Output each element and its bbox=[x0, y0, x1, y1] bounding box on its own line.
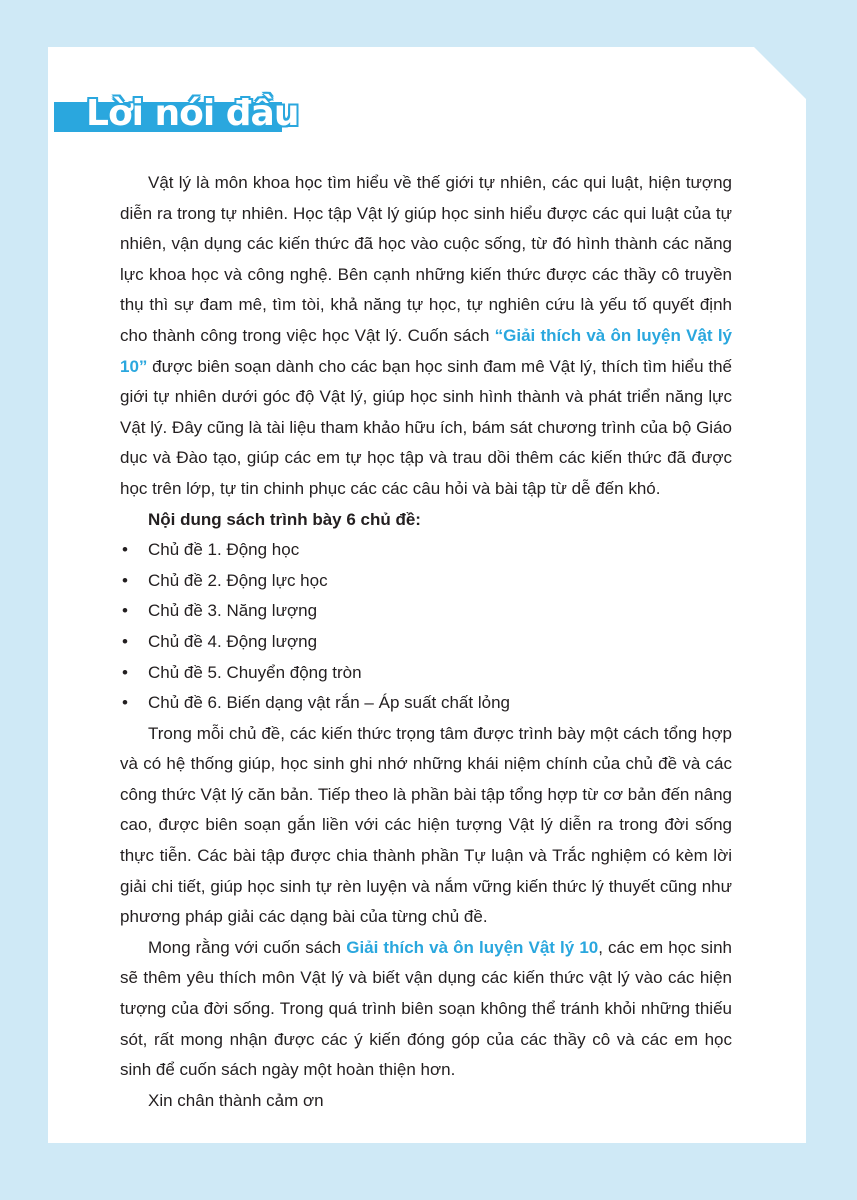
bullet-icon: • bbox=[122, 601, 128, 621]
list-item bbox=[120, 627, 732, 658]
bullet-icon: • bbox=[122, 693, 128, 713]
page-title: Lời nói đầu bbox=[86, 93, 299, 134]
topics-list bbox=[120, 535, 732, 719]
list-item bbox=[120, 535, 732, 566]
intro-paragraph bbox=[120, 168, 732, 505]
intro-book-title: “Giải thích và ôn luyện Vật lý 10” bbox=[120, 325, 732, 376]
bullet-icon: • bbox=[122, 570, 128, 590]
list-item bbox=[120, 658, 732, 689]
list-item bbox=[120, 596, 732, 627]
closing-book-title: Giải thích và ôn luyện Vật lý 10 bbox=[346, 937, 599, 957]
topic-label: Chủ đề 4. Động lượng bbox=[148, 631, 318, 651]
page-corner-notch bbox=[754, 47, 806, 99]
topics-heading: Nội dung sách trình bày 6 chủ đề: bbox=[148, 509, 421, 529]
preface-content bbox=[120, 168, 732, 1116]
thanks-line: Xin chân thành cảm ơn bbox=[148, 1090, 324, 1110]
topic-label: Chủ đề 5. Chuyển động tròn bbox=[148, 662, 362, 682]
list-item bbox=[120, 688, 732, 719]
closing-text-before: Mong rằng với cuốn sách bbox=[148, 937, 347, 957]
bullet-icon: • bbox=[122, 662, 128, 682]
bullet-icon: • bbox=[122, 540, 128, 560]
intro-text-after: được biên soạn dành cho các bạn học sinh đam mê Vật lý, thích tìm hiểu thế giới tự nhiên dưới góc độ Vật lý, giúp học sinh hình thành và phát triển năng lực Vật lý. Đây cũng là tài liệu tham khảo hữu ích, bám sát chương trình của bộ Giáo dục và Đào tạo, giúp các em tự học tập và trau dồi thêm các kiến thức đã được học trên lớp, tự tin chinh phục các các câu hỏi và bài tập từ dễ đến khó. bbox=[120, 356, 732, 498]
list-item bbox=[120, 566, 732, 597]
closing-paragraph bbox=[120, 933, 732, 1086]
bullet-icon: • bbox=[122, 631, 128, 651]
topic-label: Chủ đề 6. Biến dạng vật rắn – Áp suất chất lỏng bbox=[148, 693, 510, 713]
topic-label: Chủ đề 2. Động lực học bbox=[148, 570, 328, 590]
intro-text-before: Vật lý là môn khoa học tìm hiểu về thế giới tự nhiên, các qui luật, hiện tượng diễn ra trong tự nhiên. Học tập Vật lý giúp học sinh hiểu được các qui luật của tự nhiên, vận dụng các kiến thức đã học vào cuộc sống, từ đó hình thành các năng lực khoa học và công nghệ. Bên cạnh những kiến thức được các thầy cô truyền thụ thì sự đam mê, tìm tòi, khả năng tự học, tự nghiên cứu là yếu tố quyết định cho thành công trong việc học Vật lý. Cuốn sách bbox=[120, 173, 732, 345]
topic-label: Chủ đề 3. Năng lượng bbox=[148, 601, 318, 621]
topic-label: Chủ đề 1. Động học bbox=[148, 540, 300, 560]
body-paragraph: Trong mỗi chủ đề, các kiến thức trọng tâm được trình bày một cách tổng hợp và có hệ thống giúp, học sinh ghi nhớ những khái niệm chính của chủ đề và các công thức Vật lý căn bản. Tiếp theo là phần bài tập tổng hợp từ cơ bản đến nâng cao, được biên soạn gắn liền với các hiện tượng Vật lý diễn ra trong đời sống thực tiễn. Các bài tập được chia thành phần Tự luận và Trắc nghiệm có kèm lời giải chi tiết, giúp học sinh tự rèn luyện và nắm vững kiến thức lý thuyết cũng như phương pháp giải các dạng bài của từng chủ đề. bbox=[120, 723, 732, 927]
closing-text-after: , các em học sinh sẽ thêm yêu thích môn Vật lý và biết vận dụng các kiến thức vật lý vào các hiện tượng của đời sống. Trong quá trình biên soạn không thể tránh khỏi những thiếu sót, rất mong nhận được các ý kiến đóng góp của các thầy cô và các em học sinh để cuốn sách ngày một hoàn thiện hơn. bbox=[120, 937, 732, 1080]
